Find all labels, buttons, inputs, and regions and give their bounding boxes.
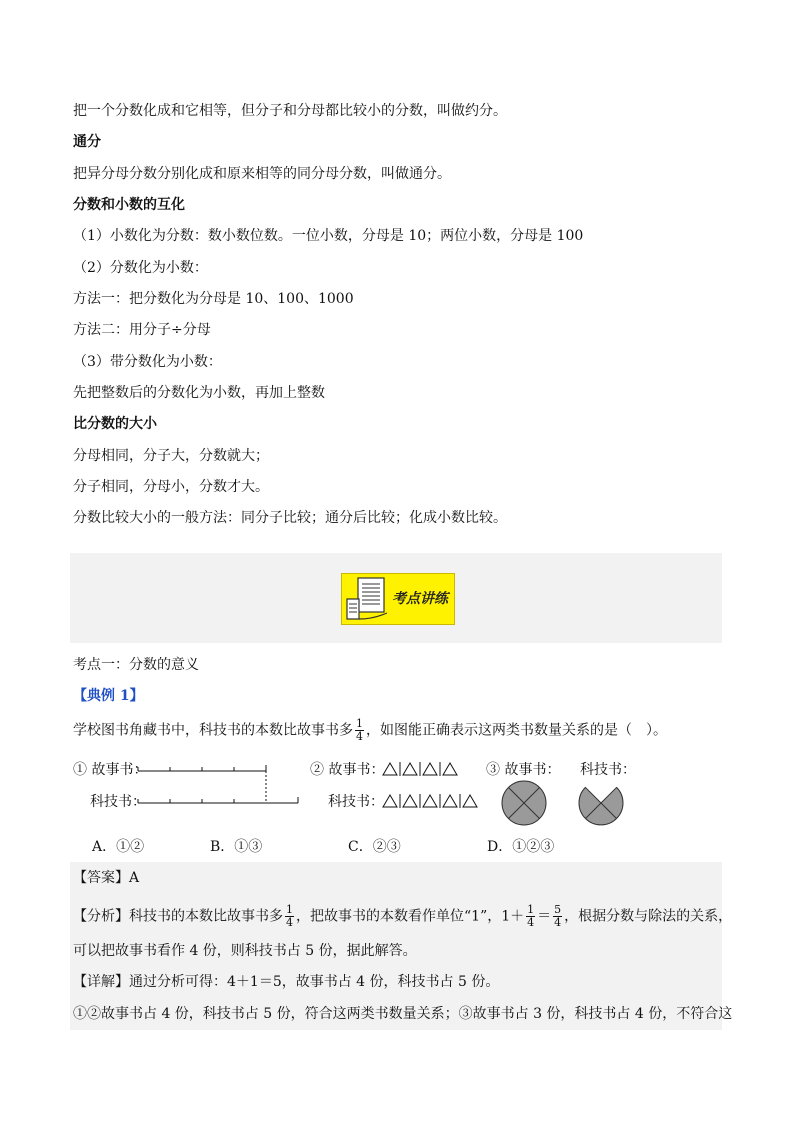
question-after: ，如图能正确表示这两类书数量关系的是（ ）。 bbox=[366, 722, 667, 739]
diagram3-tech-circle bbox=[576, 778, 626, 828]
note-mixed-method: 先把整数后的分数化为小数，再加上整数 bbox=[73, 385, 325, 401]
diagram2-tech-label: 科技书： bbox=[328, 794, 384, 810]
note-same-numerator: 分子相同，分母小，分数才大。 bbox=[73, 479, 269, 495]
analysis-fraction-3-denominator: 4 bbox=[554, 916, 562, 929]
question-text bbox=[73, 718, 667, 743]
heading-compare: 比分数的大小 bbox=[73, 416, 157, 432]
note-compare-methods: 分数比较大小的一般方法：同分子比较；通分后比较；化成小数比较。 bbox=[73, 510, 507, 526]
diagram3-story-label: ③ 故事书： bbox=[486, 762, 561, 778]
heading-fraction-decimal: 分数和小数的互化 bbox=[73, 197, 185, 213]
banner-title: 考点讲练 bbox=[392, 591, 448, 607]
option-a: A．①② bbox=[92, 839, 145, 855]
diagram3-story-circle bbox=[499, 778, 549, 828]
analysis-fraction-1-denominator: 4 bbox=[286, 916, 293, 929]
note-fraction-to-decimal: （2）分数化为小数： bbox=[73, 260, 208, 276]
diagram2-story-label: ② 故事书： bbox=[310, 762, 385, 778]
diagram1-segments bbox=[136, 758, 306, 818]
question-before: 学校图书角藏书中，科技书的本数比故事书多 bbox=[73, 722, 353, 739]
diagram1-story-label: ① 故事书： bbox=[73, 762, 148, 778]
question-fraction-numerator: 1 bbox=[356, 717, 363, 730]
analysis-fraction-2-numerator: 1 bbox=[527, 903, 535, 916]
option-d: D．①②③ bbox=[487, 839, 555, 855]
option-b: B．①③ bbox=[210, 839, 263, 855]
analysis-fraction-3 bbox=[553, 904, 562, 929]
topic-label: 考点一：分数的意义 bbox=[73, 657, 199, 673]
analysis-part-c: ＝ bbox=[537, 908, 552, 925]
question-fraction-denominator: 4 bbox=[356, 730, 363, 743]
document-scroll-icon bbox=[344, 575, 390, 623]
analysis-fraction-3-numerator: 5 bbox=[554, 903, 562, 916]
note-decimal-to-fraction: （1）小数化为分数：数小数位数。一位小数，分母是 10；两位小数，分母是 100 bbox=[73, 228, 584, 244]
diagram3-tech-label: 科技书： bbox=[580, 762, 636, 778]
analysis-part-a: 科技书的本数比故事书多 bbox=[129, 908, 283, 925]
answer-line: 【答案】A bbox=[73, 870, 140, 886]
section-banner bbox=[70, 553, 722, 643]
analysis-fraction-2-denominator: 4 bbox=[527, 916, 535, 929]
banner-badge bbox=[341, 573, 455, 625]
analysis-line-2: 可以把故事书看作 4 份，则科技书占 5 份，据此解答。 bbox=[73, 943, 417, 959]
example-tag: 【典例 1】 bbox=[73, 688, 144, 704]
analysis-line bbox=[73, 904, 732, 929]
detail-line-2: ①②故事书占 4 份，科技书占 5 份，符合这两类书数量关系；③故事书占 3 份，科技书占 4 份，不符合这 bbox=[73, 1006, 733, 1022]
analysis-fraction-2 bbox=[526, 904, 535, 929]
note-yuefen-definition: 把一个分数化成和它相等，但分子和分母都比较小的分数，叫做约分。 bbox=[73, 103, 507, 119]
option-c: C．②③ bbox=[348, 839, 401, 855]
analysis-fraction-1 bbox=[285, 904, 294, 929]
detail-tag: 【详解】 bbox=[73, 974, 129, 990]
note-mixed-number: （3）带分数化为小数： bbox=[73, 354, 222, 370]
note-same-denominator: 分母相同，分子大，分数就大； bbox=[73, 448, 269, 464]
diagram2-triangles bbox=[382, 758, 482, 818]
analysis-part-b: ，把故事书的本数看作单位“1”，1＋ bbox=[296, 908, 525, 925]
note-method-one: 方法一：把分数化为分母是 10、100、1000 bbox=[73, 291, 354, 307]
analysis-part-d: ，根据分数与除法的关系， bbox=[564, 908, 733, 925]
question-fraction bbox=[355, 718, 364, 743]
analysis-fraction-1-numerator: 1 bbox=[286, 903, 293, 916]
note-tongfen-definition: 把异分母分数分别化成和原来相等的同分母分数，叫做通分。 bbox=[73, 166, 451, 182]
detail-line-1 bbox=[73, 972, 499, 992]
diagram1-tech-label: 科技书： bbox=[90, 794, 146, 810]
heading-tongfen: 通分 bbox=[73, 134, 101, 150]
analysis-tag: 【分析】 bbox=[73, 908, 129, 925]
detail-text-1: 通过分析可得：4＋1＝5，故事书占 4 份，科技书占 5 份。 bbox=[129, 974, 500, 990]
note-method-two: 方法二：用分子÷分母 bbox=[73, 322, 211, 338]
